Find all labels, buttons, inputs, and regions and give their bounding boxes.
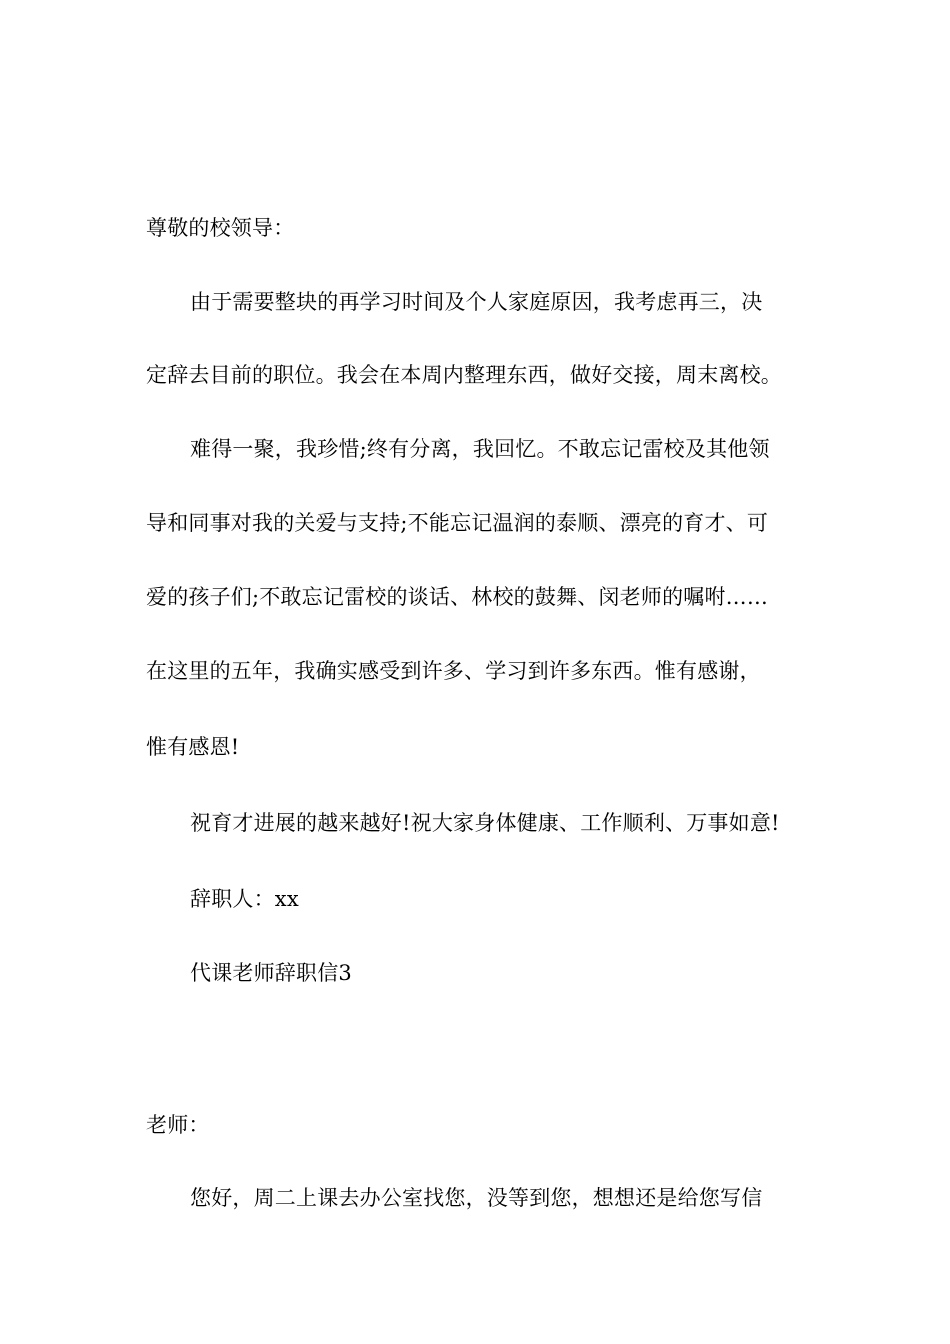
paragraph-line: 由于需要整块的再学习时间及个人家庭原因，我考虑再三，决 [190, 290, 763, 314]
closing-wishes: 祝育才进展的越来越好!祝大家身体健康、工作顺利、万事如意! [190, 811, 780, 835]
paragraph-line: 您好，周二上课去办公室找您，没等到您，想想还是给您写信 [190, 1186, 763, 1210]
section-title: 代课老师辞职信3 [190, 961, 352, 985]
paragraph-line: 惟有感恩! [146, 735, 240, 759]
paragraph-line: 定辞去目前的职位。我会在本周内整理东西，做好交接，周末离校。 [146, 363, 782, 387]
paragraph-line: 爱的孩子们;不敢忘记雷校的谈话、林校的鼓舞、闵老师的嘱咐…… [146, 585, 769, 609]
paragraph-line: 难得一聚，我珍惜;终有分离，我回忆。不敢忘记雷校及其他领 [190, 437, 770, 461]
paragraph-line: 导和同事对我的关爱与支持;不能忘记温润的泰顺、漂亮的育才、可 [146, 511, 769, 535]
salutation: 老师： [146, 1113, 210, 1137]
salutation: 尊敬的校领导： [146, 216, 295, 240]
paragraph-line: 在这里的五年，我确实感受到许多、学习到许多东西。惟有感谢， [146, 659, 761, 683]
signature-line: 辞职人：xx [190, 887, 299, 911]
